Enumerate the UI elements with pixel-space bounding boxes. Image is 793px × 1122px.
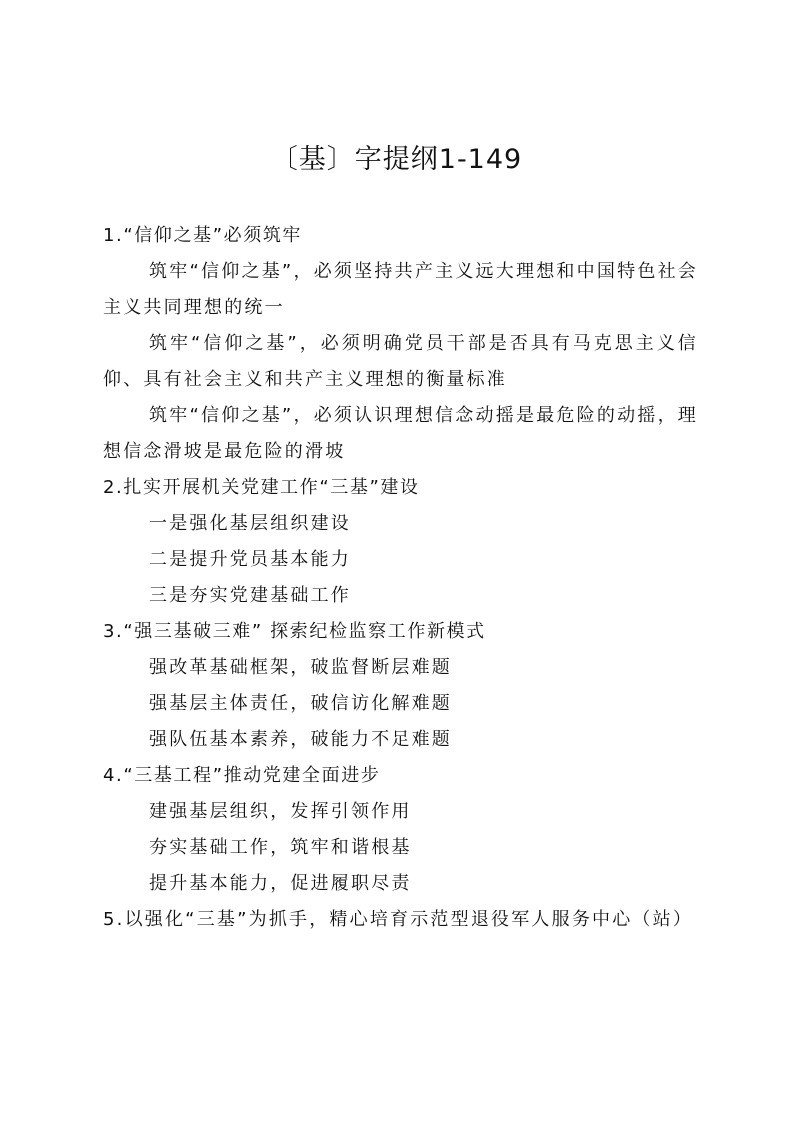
document-title: 〔基〕字提纲1-149 — [270, 144, 523, 175]
section-item: 建强基层组织，发挥引领作用 — [149, 801, 412, 822]
section-item: 二是提升党员基本能力 — [149, 549, 351, 570]
section-item: 三是夯实党建基础工作 — [149, 585, 351, 606]
section-heading: 1.“信仰之基”必须筑牢 — [103, 225, 303, 246]
section-item: 筑牢“信仰之基”，必须明确党员干部是否具有马克思主义信仰、具有社会主义和共产主义理想的衡量标准 — [103, 333, 698, 390]
section-heading: 4.“三基工程”推动党建全面进步 — [103, 765, 381, 786]
section-item: 一是强化基层组织建设 — [149, 513, 351, 534]
section-item: 强改革基础框架，破监督断层难题 — [149, 657, 452, 678]
section-item: 强基层主体责任，破信访化解难题 — [149, 693, 452, 714]
section-item: 提升基本能力，促进履职尽责 — [149, 873, 412, 894]
section-heading: 5.以强化“三基”为抓手，精心培育示范型退役军人服务中心（站） — [103, 909, 694, 930]
section-heading: 3.“强三基破三难” 探索纪检监察工作新模式 — [103, 621, 486, 642]
document-body — [103, 218, 698, 938]
section-item: 夯实基础工作，筑牢和谐根基 — [149, 837, 412, 858]
section-item: 强队伍基本素养，破能力不足难题 — [149, 729, 452, 750]
section-item: 筑牢“信仰之基”，必须坚持共产主义远大理想和中国特色社会主义共同理想的统一 — [103, 261, 698, 318]
section-item: 筑牢“信仰之基”，必须认识理想信念动摇是最危险的动摇，理想信念滑坡是最危险的滑坡 — [103, 405, 698, 462]
section-heading: 2.扎实开展机关党建工作“三基”建设 — [103, 477, 420, 498]
